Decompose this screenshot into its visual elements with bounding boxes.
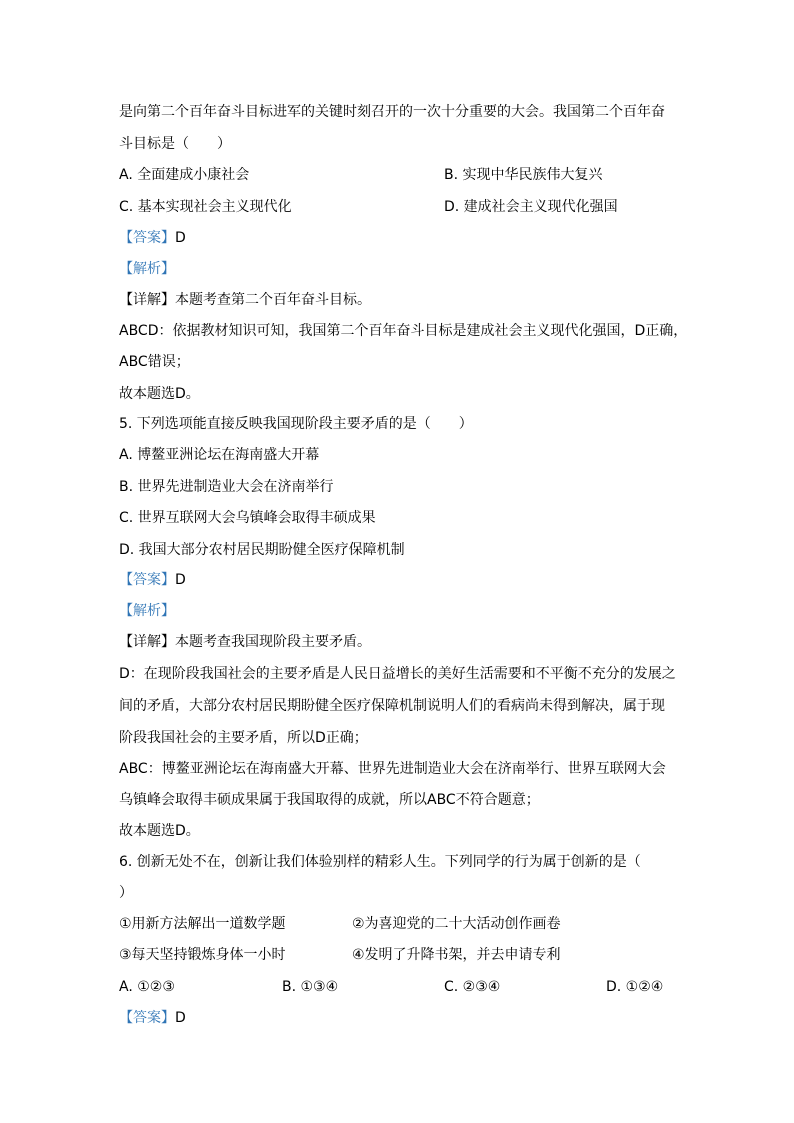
q6-option-a: A. ①②③ xyxy=(119,979,175,995)
q4-answer xyxy=(119,228,186,248)
q5-detail xyxy=(119,632,371,652)
q6-item-3: ③每天坚持锻炼身体一小时 xyxy=(119,947,286,963)
q5-option-d: D. 我国大部分农村居民期盼健全医疗保障机制 xyxy=(119,542,405,558)
q4-option-b: B. 实现中华民族伟大复兴 xyxy=(444,167,603,183)
q4-conclusion: 故本题选D。 xyxy=(119,386,200,402)
q6-option-c: C. ②③④ xyxy=(444,979,501,995)
q4-stem-line2: 斗目标是（ ） xyxy=(119,136,231,152)
detail-text: 本题考查我国现阶段主要矛盾。 xyxy=(175,634,371,650)
q4-analysis-tag: 【解析】 xyxy=(119,261,175,277)
q4-explanation-line2: ABC错误； xyxy=(119,354,190,370)
q5-option-c: C. 世界互联网大会乌镇峰会取得丰硕成果 xyxy=(119,510,376,526)
q6-option-d: D. ①②④ xyxy=(606,979,664,995)
q5-analysis-tag: 【解析】 xyxy=(119,603,175,619)
detail-tag: 【详解】 xyxy=(119,634,175,650)
q6-item-4: ④发明了升降书架，并去申请专利 xyxy=(352,947,561,963)
answer-value: D xyxy=(175,1010,186,1026)
q4-explanation-line1: ABCD：依据教材知识可知，我国第二个百年奋斗目标是建成社会主义现代化强国，D正确， xyxy=(119,323,688,339)
q5-stem: 5. 下列选项能直接反映我国现阶段主要矛盾的是（ ） xyxy=(119,416,473,432)
q5-explanation-abc-line1: ABC：博鳌亚洲论坛在海南盛大开幕、世界先进制造业大会在济南举行、世界互联网大会 xyxy=(119,761,666,777)
q5-answer xyxy=(119,570,186,590)
q5-option-a: A. 博鳌亚洲论坛在海南盛大开幕 xyxy=(119,447,320,463)
q6-stem-line2: ） xyxy=(119,885,133,901)
q4-option-c: C. 基本实现社会主义现代化 xyxy=(119,199,292,215)
answer-tag: 【答案】 xyxy=(119,1010,175,1026)
answer-value: D xyxy=(175,230,186,246)
q5-explanation-d-line1: D：在现阶段我国社会的主要矛盾是人民日益增长的美好生活需要和不平衡不充分的发展之 xyxy=(119,666,676,682)
q4-detail xyxy=(119,290,371,310)
detail-tag: 【详解】 xyxy=(119,292,175,308)
q5-explanation-abc-line2: 乌镇峰会取得丰硕成果属于我国取得的成就，所以ABC不符合题意； xyxy=(119,792,540,808)
q6-stem-line1: 6. 创新无处不在，创新让我们体验别样的精彩人生。下列同学的行为属于创新的是（ xyxy=(119,854,641,870)
q4-option-a: A. 全面建成小康社会 xyxy=(119,167,250,183)
q6-item-2: ②为喜迎党的二十大活动创作画卷 xyxy=(352,916,561,932)
answer-value: D xyxy=(175,572,186,588)
q6-item-1: ①用新方法解出一道数学题 xyxy=(119,916,286,932)
q5-explanation-d-line3: 阶段我国社会的主要矛盾，所以D正确； xyxy=(119,730,368,746)
answer-tag: 【答案】 xyxy=(119,572,175,588)
detail-text: 本题考查第二个百年奋斗目标。 xyxy=(175,292,371,308)
answer-tag: 【答案】 xyxy=(119,230,175,246)
q4-option-d: D. 建成社会主义现代化强国 xyxy=(444,199,618,215)
q6-option-b: B. ①③④ xyxy=(282,979,339,995)
q5-conclusion: 故本题选D。 xyxy=(119,823,200,839)
q5-option-b: B. 世界先进制造业大会在济南举行 xyxy=(119,479,334,495)
q4-stem-line1: 是向第二个百年奋斗目标进军的关键时刻召开的一次十分重要的大会。我国第二个百年奋 xyxy=(119,104,665,120)
q5-explanation-d-line2: 间的矛盾，大部分农村居民期盼健全医疗保障机制说明人们的看病尚未得到解决，属于现 xyxy=(119,698,665,714)
q6-answer xyxy=(119,1008,186,1028)
